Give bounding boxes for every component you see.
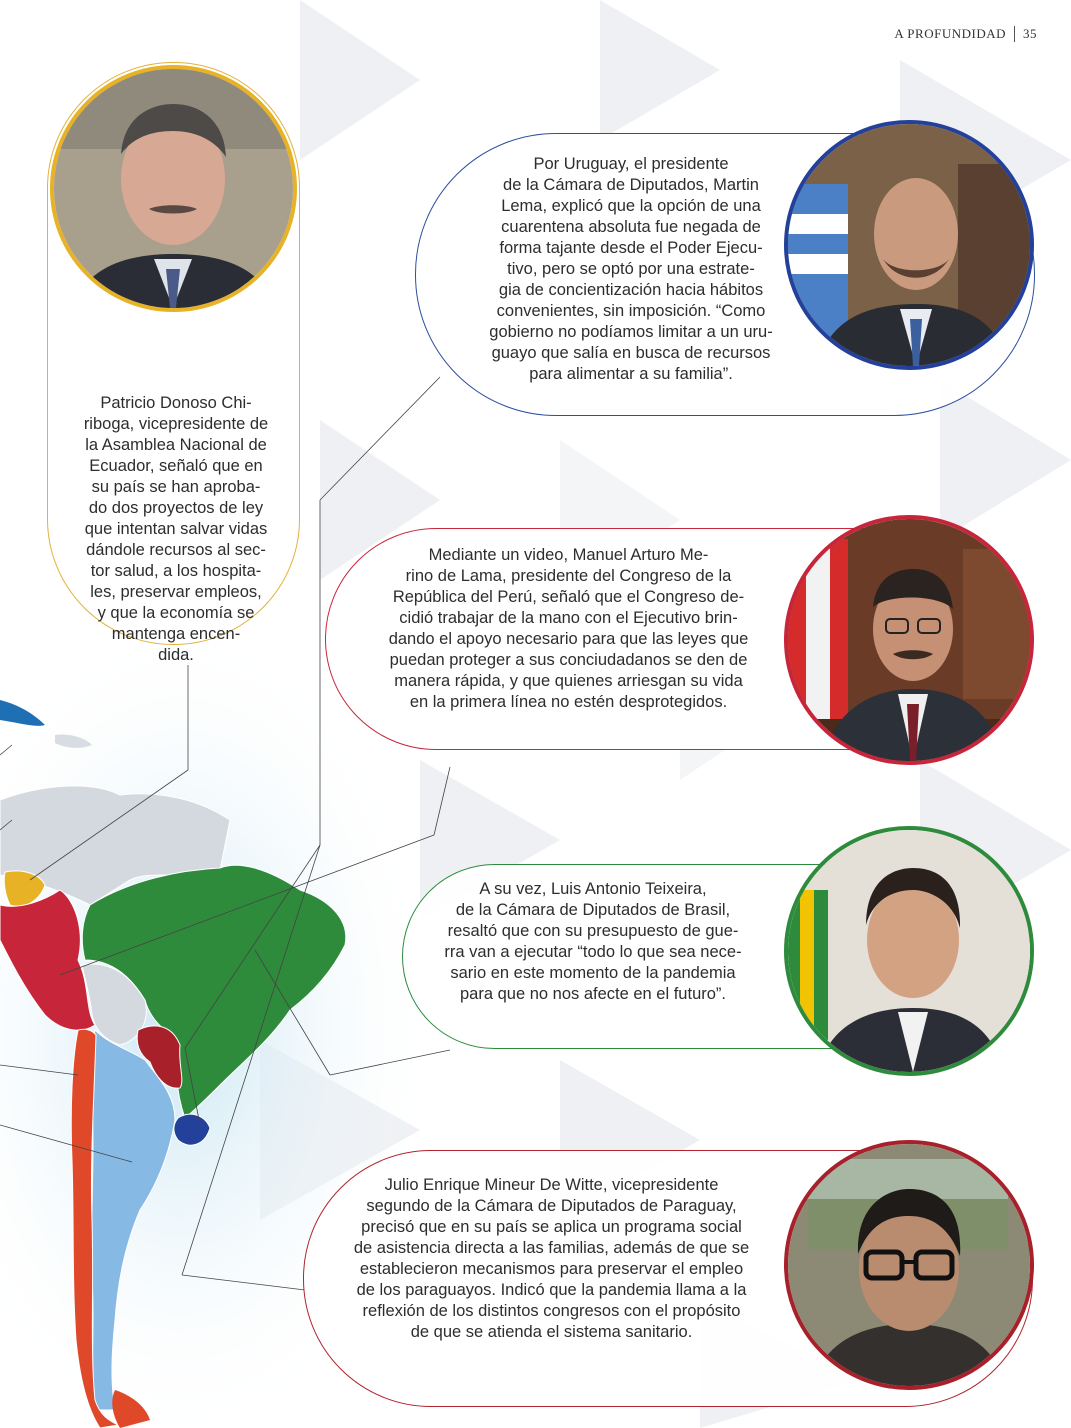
map-caribbean-island	[0, 700, 45, 726]
portrait-martin-lema	[784, 120, 1034, 370]
page-number: 35	[1023, 26, 1037, 41]
page-header	[894, 26, 1037, 42]
portrait-patricio-donoso	[50, 65, 297, 312]
quote-text-ecuador: Patricio Donoso Chi- riboga, vicepresidente de la Asamblea Nacional de Ecuador, señaló que en su país se han aproba- do dos proyectos de ley que intentan salvar vidas dándole recursos al sec- tor salud, a los hospita- les, preservar empleos, y que la economía se mantenga encen- dida.	[83, 394, 269, 664]
portrait-julio-mineur	[784, 1140, 1034, 1390]
map-caribbean-island	[55, 735, 92, 748]
quote-text-uruguay: Por Uruguay, el presidente de la Cámara de Diputados, Martin Lema, explicó que la opción de una cuarentena absoluta fue negada de forma tajante desde el Poder Ejecu- tivo, pero se optó por una estrate- gia de concientización hacia hábitos convenientes, sin imposición. “Como gobierno no podíamos limitar a un uru- guayo que salía en busca de recursos para alimentar a su familia”.	[489, 155, 773, 383]
header-divider	[1014, 26, 1015, 42]
portrait-luis-teixeira	[784, 826, 1034, 1076]
section-title: A PROFUNDIDAD	[894, 26, 1006, 41]
quote-text-paraguay: Julio Enrique Mineur De Witte, vicepresidente segundo de la Cámara de Diputados de Paraguay, precisó que en su país se aplica un programa social de asistencia directa a las familias, además de que se establecieron mecanismos para preservar el empleo de los paraguayos. Indicó que la pandemia llama a la reflexión de los distintos congresos con el propósito de que se atienda el sistema sanitario.	[353, 1176, 750, 1341]
map-uruguay	[174, 1114, 210, 1145]
quote-text-peru: Mediante un video, Manuel Arturo Me- rino de Lama, presidente del Congreso de la República del Perú, señaló que el Congreso de- cidió trabajar de la mano con el Ejecutivo brin- dando el apoyo necesario para que las leyes que puedan proteger a sus conciudadanos se den de manera rápida, y que quienes arriesgan su vida en la primera línea no estén desprotegidos.	[388, 546, 749, 711]
portrait-manuel-merino	[784, 515, 1034, 765]
map-peru	[0, 890, 95, 1030]
map-chile-south	[112, 1390, 150, 1428]
quote-text-brasil: A su vez, Luis Antonio Teixeira, de la Cámara de Diputados de Brasil, resaltó que con su presupuesto de gue- rra van a ejecutar “todo lo que sea nece- sario en este momento de la pandemia para que no nos afecte en el futuro”.	[444, 880, 742, 1003]
map-argentina	[91, 1030, 175, 1410]
